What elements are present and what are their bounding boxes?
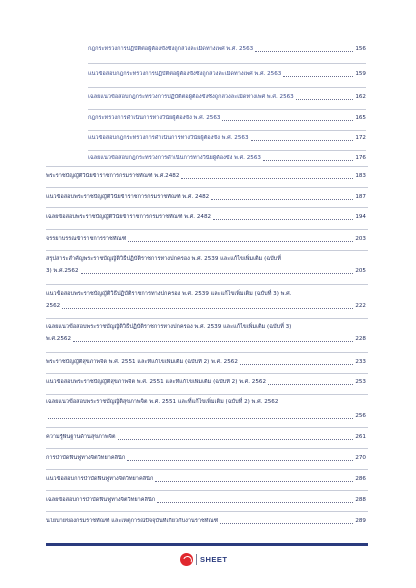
toc-entry-page: 165 — [355, 115, 366, 121]
toc-entry-title: จรรยาบรรณข้าราชการราชทัณฑ์ — [46, 236, 127, 242]
toc-entry-title: การบำบัดฟื้นฟูทางจิตวิทยาคลินิก — [46, 455, 126, 461]
toc-entry-page: 270 — [355, 455, 366, 461]
toc-entry-title: แนวข้อสอบการบำบัดฟื้นฟูทางจิตวิทยาคลินิก — [46, 476, 154, 482]
leader-dots — [213, 218, 353, 220]
leader-dots — [62, 307, 353, 309]
toc-entry[interactable] — [46, 256, 366, 275]
leader-dots — [127, 459, 353, 461]
toc-entry[interactable] — [46, 194, 366, 201]
toc-entry-page: 162 — [355, 94, 366, 100]
toc-entry-title: แนวข้อสอบพระราชบัญญัติวินัยข้าราชการกรมราชทัณฑ์ พ.ศ. 2482 — [46, 194, 210, 200]
leader-dots — [251, 139, 354, 141]
toc-entry[interactable] — [88, 135, 366, 142]
toc-entry[interactable] — [46, 173, 366, 180]
leader-dots — [296, 98, 354, 100]
footer-rule — [46, 543, 368, 546]
leader-dots — [73, 340, 353, 342]
row-divider — [88, 109, 366, 110]
toc-entry-title: นโยบายของกรมราชทัณฑ์ และเหตุการณ์ปัจจุบันที่เกี่ยวกับงานราชทัณฑ์ — [46, 518, 219, 524]
leader-dots — [81, 272, 354, 274]
toc-entry-title: เฉลยแนวข้อสอบกฎกระทรวงการปฏิบัติต่อผู้ต้องขังซึ่งถูกล่วงละเมิดทางเพศ พ.ศ. 2563 — [88, 94, 294, 100]
logo-divider — [196, 554, 197, 565]
toc-entry-page: 289 — [355, 518, 366, 524]
toc-entry[interactable] — [46, 518, 366, 525]
toc-entry[interactable] — [46, 399, 366, 420]
row-divider — [46, 229, 368, 230]
toc-entry[interactable] — [46, 214, 366, 221]
toc-entry-page: 194 — [355, 214, 366, 220]
toc-entry[interactable] — [88, 46, 366, 53]
row-divider — [88, 130, 366, 131]
row-divider — [88, 87, 366, 88]
leader-dots — [222, 119, 353, 121]
toc-entry-page: 183 — [355, 173, 366, 179]
row-divider — [46, 427, 368, 428]
leader-dots — [220, 522, 353, 524]
toc-entry-title: กฎกระทรวงการปฏิบัติต่อผู้ต้องขังซึ่งถูกล่วงละเมิดทางเพศ พ.ศ. 2563 — [88, 46, 254, 52]
toc-entry[interactable] — [46, 379, 366, 386]
toc-entry[interactable] — [88, 71, 366, 78]
leader-dots — [118, 438, 354, 440]
toc-entry-title-cont: พ.ศ.2562 — [46, 336, 72, 342]
toc-entry-title: แนวข้อสอบกฎกระทรวงการดำเนินการทางวินัยผู้ต้องขัง พ.ศ. 2563 — [88, 135, 249, 141]
toc-entry[interactable] — [46, 434, 366, 441]
toc-entry-page: 261 — [355, 434, 366, 440]
toc-entry-title-cont: 3) พ.ศ.2562 — [46, 268, 79, 274]
row-divider — [88, 150, 366, 151]
toc-entry[interactable] — [46, 236, 366, 243]
toc-entry-title: พระราชบัญญัติวินัยข้าราชการกรมราชทัณฑ์ พ.ศ.2482 — [46, 173, 180, 179]
leader-dots — [211, 198, 353, 200]
toc-entry-title: แนวข้อสอบกฎกระทรวงการปฏิบัติต่อผู้ต้องขังซึ่งถูกล่วงละเมิดทางเพศ พ.ศ. 2563 — [88, 71, 282, 77]
brand-name: SHEET — [200, 554, 228, 564]
toc-entry[interactable] — [46, 291, 366, 310]
toc-entry-page: 222 — [355, 303, 366, 309]
leader-dots — [48, 417, 353, 419]
leader-dots — [263, 159, 353, 161]
toc-entry-title-cont: 2562 — [46, 303, 61, 309]
toc-entry-page: 288 — [355, 497, 366, 503]
leader-dots — [128, 240, 353, 242]
row-divider — [46, 284, 368, 285]
toc-entry[interactable] — [46, 497, 366, 504]
toc-entry-page: 203 — [355, 236, 366, 242]
toc-entry-title: เฉลยแนวข้อสอบกฎกระทรวงการดำเนินการทางวินัยผู้ต้องขัง พ.ศ. 2563 — [88, 155, 261, 161]
toc-entry-title: สรุปสาระสำคัญพระราชบัญญัติวิธีปฏิบัติราชการทางปกครอง พ.ศ. 2539 และแก้ไขเพิ่มเติม (ฉบับที่ — [46, 256, 281, 262]
row-divider — [46, 373, 368, 374]
row-divider — [46, 166, 368, 167]
brand-mark-icon — [180, 553, 193, 566]
toc-entry-page: 286 — [355, 476, 366, 482]
toc-entry-title: เฉลยแนวข้อสอบพระราชบัญญัติวิธีปฏิบัติราชการทางปกครอง พ.ศ. 2539 และแก้ไขเพิ่มเติม (ฉบับที่ 3) — [46, 324, 292, 330]
toc-entry-title: เฉลยข้อสอบพระราชบัญญัติวินัยข้าราชการกรมราชทัณฑ์ พ.ศ. 2482 — [46, 214, 212, 220]
toc-entry-page: 159 — [355, 71, 366, 77]
row-divider — [46, 318, 368, 319]
leader-dots — [240, 363, 353, 365]
leader-dots — [283, 75, 353, 77]
toc-entry[interactable] — [46, 476, 366, 483]
toc-entry-title: แนวข้อสอบพระราชบัญญัติสุขภาพจิต พ.ศ. 2551 และที่แก้ไขเพิ่มเติม (ฉบับที่ 2) พ.ศ. 2562 — [46, 379, 266, 385]
toc-entry[interactable] — [88, 94, 366, 101]
row-divider — [46, 490, 368, 491]
footer-logo — [180, 551, 238, 567]
row-divider — [46, 352, 368, 353]
row-divider — [46, 187, 368, 188]
row-divider — [46, 469, 368, 470]
toc-entry-title: แนวข้อสอบพระราชบัญญัติวิธีปฏิบัติราชการทางปกครอง พ.ศ. 2539 และแก้ไขเพิ่มเติม (ฉบับที่ 3) พ.ศ. — [46, 291, 292, 297]
toc-entry-page: 156 — [355, 46, 366, 52]
leader-dots — [268, 383, 353, 385]
toc-entry[interactable] — [46, 324, 366, 343]
toc-entry[interactable] — [46, 359, 366, 366]
toc-entry[interactable] — [46, 455, 366, 462]
toc-entry-title: พระราชบัญญัติสุขภาพจิต พ.ศ. 2551 และที่แก้ไขเพิ่มเติม (ฉบับที่ 2) พ.ศ. 2562 — [46, 359, 238, 365]
toc-entry[interactable] — [88, 155, 366, 162]
toc-entry-page: 233 — [355, 359, 366, 365]
toc-entry-title: กฎกระทรวงการดำเนินการทางวินัยผู้ต้องขัง พ.ศ. 2563 — [88, 115, 221, 121]
row-divider — [46, 394, 368, 395]
toc-entry-page: 172 — [355, 135, 366, 141]
row-divider — [46, 207, 368, 208]
row-divider — [46, 448, 368, 449]
row-divider — [46, 250, 368, 251]
toc-entry[interactable] — [88, 115, 366, 122]
row-divider — [88, 63, 366, 64]
toc-entry-title: เฉลยข้อสอบการบำบัดฟื้นฟูทางจิตวิทยาคลินิก — [46, 497, 156, 503]
leader-dots — [155, 480, 353, 482]
toc-entry-title: ความรู้พื้นฐานด้านสุขภาพจิต — [46, 434, 116, 440]
toc-entry-page: 187 — [355, 194, 366, 200]
toc-entry-page: 256 — [355, 413, 366, 419]
toc-entry-page: 176 — [355, 155, 366, 161]
leader-dots — [255, 50, 353, 52]
toc-entry-title: เฉลยแนวข้อสอบพระราชบัญญัติสุขภาพจิต พ.ศ. 2551 และที่แก้ไขเพิ่มเติม (ฉบับที่ 2) พ.ศ. 2562 — [46, 399, 279, 405]
toc-entry-page: 228 — [355, 336, 366, 342]
leader-dots — [181, 177, 353, 179]
toc-entry-page: 253 — [355, 379, 366, 385]
leader-dots — [157, 501, 353, 503]
toc-entry-page: 205 — [355, 268, 366, 274]
row-divider — [46, 511, 368, 512]
